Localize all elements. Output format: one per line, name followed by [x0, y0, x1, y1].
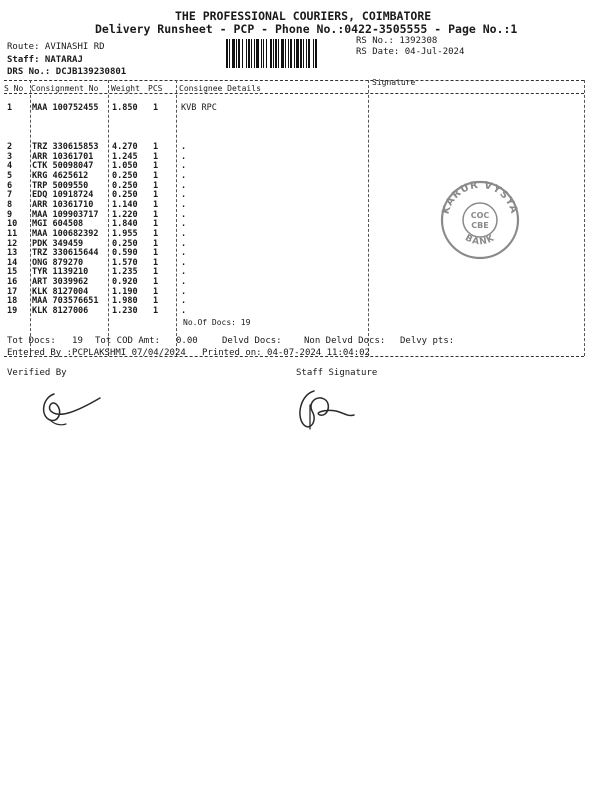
- cell-sno: 17: [7, 286, 18, 297]
- cell-cons: KLK 8127006: [32, 306, 89, 317]
- table-row: [0, 182, 360, 191]
- bank-stamp: [436, 176, 524, 260]
- cell-weight: 1.220: [112, 209, 138, 220]
- cell-sno: 8: [7, 199, 13, 210]
- entered-by: Entered By :PCPLAKSHMI 07/04/2024: [7, 348, 186, 358]
- table-row: [0, 268, 360, 277]
- cell-pcs: 1: [153, 277, 159, 288]
- table-row: [0, 201, 360, 210]
- cell-cons: MAA 100752455: [32, 103, 99, 113]
- tot-cod-label: Tot COD Amt:: [95, 336, 161, 346]
- cell-cons: ARR 10361701: [32, 151, 94, 162]
- cell-pcs: 1: [153, 199, 159, 210]
- table-top-rule: [4, 80, 584, 81]
- rs-date: RS Date: 04-Jul-2024: [356, 47, 465, 57]
- cell-pcs: 1: [153, 248, 159, 259]
- cell-sno: 7: [7, 190, 13, 201]
- cell-consignee: .: [181, 151, 187, 162]
- cell-cons: EDQ 10918724: [32, 190, 94, 201]
- cell-weight: 0.590: [112, 248, 138, 259]
- cell-weight: 0.250: [112, 190, 138, 201]
- column-divider-consignee: [368, 80, 369, 356]
- company-title: THE PROFESSIONAL COURIERS, COIMBATORE: [175, 9, 432, 23]
- table-row: [0, 249, 360, 258]
- cell-consignee: .: [181, 161, 187, 172]
- cell-cons: TRZ 330615853: [32, 142, 99, 152]
- cell-sno: 10: [7, 219, 18, 230]
- cell-pcs: 1: [153, 180, 159, 191]
- table-row: [0, 278, 360, 287]
- tot-cod-value: 0.00: [176, 336, 198, 346]
- cell-consignee: .: [181, 190, 187, 201]
- route-text: Route: AVINASHI RD: [7, 42, 105, 52]
- cell-pcs: 1: [153, 219, 159, 230]
- cell-sno: 15: [7, 267, 18, 278]
- cell-cons: CTK 50098047: [32, 161, 94, 172]
- cell-consignee: .: [181, 286, 187, 297]
- cell-pcs: 1: [153, 296, 159, 307]
- table-row: [0, 297, 360, 306]
- staff-signature-label: Staff Signature: [296, 368, 378, 378]
- cell-consignee: .: [181, 248, 187, 259]
- cell-weight: 1.980: [112, 296, 138, 307]
- cell-cons: TRP 5009550: [32, 180, 89, 191]
- cell-consignee: .: [181, 142, 187, 152]
- cell-weight: 1.955: [112, 228, 138, 239]
- table-row: [0, 191, 360, 200]
- table-row: [0, 162, 360, 171]
- cell-consignee: .: [181, 277, 187, 288]
- cell-cons: MGI 604508: [32, 219, 84, 230]
- cell-cons: KLK 8127004: [32, 286, 89, 297]
- table-row: [0, 288, 360, 297]
- printed-on: Printed on: 04-07-2024 11:04:02: [202, 348, 370, 358]
- cell-sno: 6: [7, 180, 13, 191]
- cell-consignee: .: [181, 296, 187, 307]
- no-of-docs: No.Of Docs: 19: [183, 318, 251, 327]
- cell-consignee: KVB RPC: [181, 103, 217, 113]
- staff-signature: [290, 385, 360, 435]
- cell-sno: 5: [7, 170, 13, 181]
- col-header-consignee: Consignee Details: [179, 84, 261, 93]
- cell-consignee: .: [181, 209, 187, 220]
- cell-consignee: .: [181, 238, 187, 249]
- drs-value: DCJB139230801: [55, 67, 127, 77]
- stamp-bottom-text: BANK: [463, 233, 497, 248]
- cell-cons: TRZ 330615644: [32, 248, 99, 259]
- cell-sno: 12: [7, 238, 18, 249]
- cell-weight: 0.920: [112, 277, 138, 288]
- table-row: [0, 220, 360, 229]
- cell-sno: 9: [7, 209, 13, 220]
- stamp-center-line1: COC: [470, 211, 490, 220]
- col-header-weight: Weight: [111, 84, 140, 93]
- svg-text:BANK: [463, 233, 496, 247]
- cell-pcs: 1: [153, 228, 159, 239]
- cell-weight: 1.140: [112, 199, 138, 210]
- cell-sno: 4: [7, 161, 13, 172]
- table-row: [0, 230, 360, 239]
- delvy-pts: Delvy pts:: [400, 336, 455, 346]
- cell-sno: 19: [7, 306, 18, 317]
- delvd-docs: Delvd Docs:: [222, 336, 282, 346]
- table-row: [0, 172, 360, 181]
- cell-sno: 14: [7, 257, 18, 268]
- cell-pcs: 1: [153, 190, 159, 201]
- cell-consignee: .: [181, 219, 187, 230]
- cell-consignee: .: [181, 199, 187, 210]
- tot-docs: Tot Docs: 19: [7, 336, 83, 346]
- cell-pcs: 1: [153, 238, 159, 249]
- column-divider-signature: [584, 80, 585, 356]
- cell-weight: 1.190: [112, 286, 138, 297]
- stamp-center-line2: CBE: [471, 221, 489, 230]
- cell-cons: ART 3039962: [32, 277, 89, 288]
- verifier-signature: [38, 388, 108, 430]
- table-row: [0, 259, 360, 268]
- cell-weight: 0.250: [112, 170, 138, 181]
- table-row: [0, 104, 360, 113]
- rs-number: RS No.: 1392308: [356, 36, 438, 46]
- table-row: [0, 153, 360, 162]
- table-header-rule: [4, 93, 584, 94]
- cell-consignee: .: [181, 180, 187, 191]
- cell-cons: PDK 349459: [32, 238, 84, 249]
- drs-number: [7, 67, 126, 77]
- cell-weight: 1.235: [112, 267, 138, 278]
- cell-weight: 1.840: [112, 219, 138, 230]
- col-header-pcs: PCS: [148, 84, 163, 93]
- cell-cons: MAA 109903717: [32, 209, 99, 220]
- cell-cons: KRG 4625612: [32, 170, 89, 181]
- stamp-top-text: KARUR VYSYA: [440, 179, 520, 216]
- cell-consignee: .: [181, 267, 187, 278]
- cell-pcs: 1: [153, 142, 159, 152]
- runsheet-subtitle: Delivery Runsheet - PCP - Phone No.:0422-3505555 - Page No.:1: [95, 22, 518, 36]
- cell-cons: ONG 879270: [32, 257, 84, 268]
- cell-weight: 0.250: [112, 180, 138, 191]
- cell-pcs: 1: [153, 209, 159, 220]
- staff-text: Staff: NATARAJ: [7, 55, 83, 65]
- table-row: [0, 143, 360, 152]
- cell-pcs: 1: [153, 151, 159, 162]
- table-row: [0, 240, 360, 249]
- cell-weight: 1.570: [112, 257, 138, 268]
- cell-cons: TYR 1139210: [32, 267, 89, 278]
- table-row: [0, 211, 360, 220]
- cell-sno: 11: [7, 228, 18, 239]
- cell-consignee: .: [181, 306, 187, 317]
- cell-pcs: 1: [153, 161, 159, 172]
- cell-cons: MAA 100682392: [32, 228, 99, 239]
- drs-label: DRS No.:: [7, 67, 51, 77]
- col-header-signature: Signature: [372, 78, 416, 87]
- cell-pcs: 1: [153, 267, 159, 278]
- cell-consignee: .: [181, 257, 187, 268]
- cell-sno: 18: [7, 296, 18, 307]
- cell-pcs: 1: [153, 286, 159, 297]
- cell-consignee: .: [181, 170, 187, 181]
- cell-sno: 3: [7, 151, 13, 162]
- cell-pcs: 1: [153, 257, 159, 268]
- cell-pcs: 1: [153, 170, 159, 181]
- cell-sno: 16: [7, 277, 18, 288]
- cell-weight: 4.270: [112, 142, 138, 152]
- barcode: [226, 39, 350, 68]
- non-delvd-docs: Non Delvd Docs:: [304, 336, 386, 346]
- table-row: [0, 307, 360, 316]
- cell-weight: 1.850: [112, 103, 138, 113]
- cell-weight: 1.245: [112, 151, 138, 162]
- cell-weight: 1.050: [112, 161, 138, 172]
- cell-weight: 1.230: [112, 306, 138, 317]
- cell-sno: 1: [7, 103, 13, 113]
- cell-cons: ARR 10361710: [32, 199, 94, 210]
- cell-cons: MAA 703576651: [32, 296, 99, 307]
- cell-pcs: 1: [153, 306, 159, 317]
- verified-by-label: Verified By: [7, 368, 67, 378]
- col-header-consignment: Consignment No: [31, 84, 99, 93]
- cell-pcs: 1: [153, 103, 159, 113]
- cell-consignee: .: [181, 228, 187, 239]
- cell-weight: 0.250: [112, 238, 138, 249]
- cell-sno: 2: [7, 142, 13, 152]
- col-header-sno: S No: [4, 84, 24, 93]
- cell-sno: 13: [7, 248, 18, 259]
